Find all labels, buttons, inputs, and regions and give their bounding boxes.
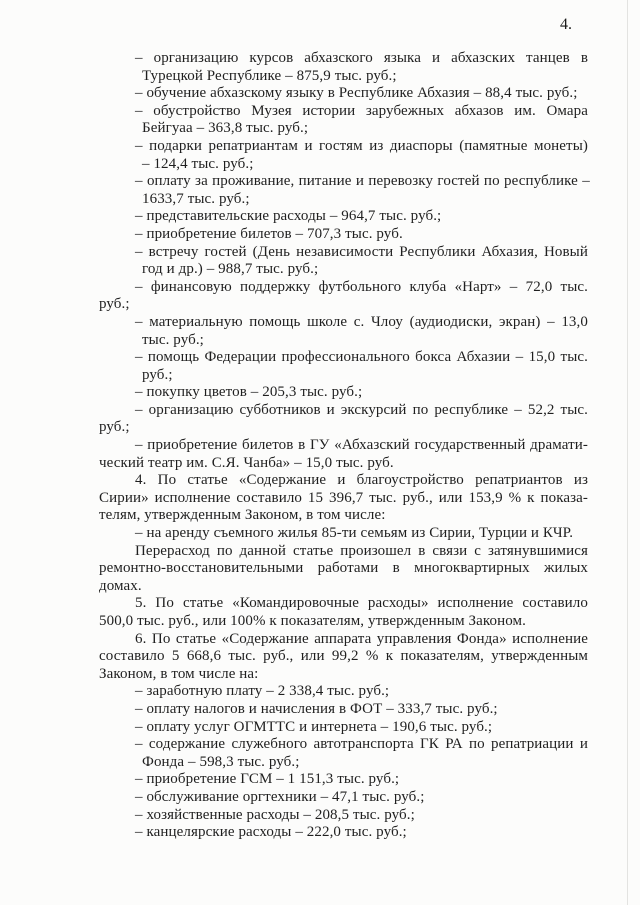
text-line: – приобретение билетов в ГУ «Абхазский государственный драмати- bbox=[135, 437, 588, 454]
text-line: – приобретение ГСМ – 1 151,3 тыс. руб.; bbox=[135, 771, 400, 788]
page-number: 4. bbox=[560, 16, 572, 33]
text-line: – покупку цветов – 205,3 тыс. руб.; bbox=[135, 384, 363, 401]
text-line: – помощь Федерации профессионального бокса Абхазии – 15,0 тыс. bbox=[135, 349, 588, 366]
text-line: Сирии» исполнение составило 15 396,7 тыс. руб., или 153,9 % к показа- bbox=[99, 489, 588, 506]
text-line: – оплату за проживание, питание и перевозку гостей по республике – bbox=[135, 173, 590, 190]
document-lines bbox=[99, 50, 588, 842]
text-line: – организацию субботников и экскурсий по республике – 52,2 тыс. bbox=[135, 401, 588, 418]
text-line: – оплату услуг ОГМТТС и интернета – 190,6 тыс. руб.; bbox=[135, 718, 493, 735]
text-line: – 124,4 тыс. руб.; bbox=[142, 155, 254, 172]
text-line: руб.; bbox=[99, 296, 130, 313]
text-line: – подарки репатриантам и гостям из диаспоры (памятные монеты) bbox=[135, 137, 588, 154]
text-line: Фонда – 598,3 тыс. руб.; bbox=[142, 753, 300, 770]
text-line: – содержание служебного автотранспорта ГК РА по репатриации и bbox=[135, 736, 588, 753]
text-line: – оплату налогов и начисления в ФОТ – 333,7 тыс. руб.; bbox=[135, 700, 498, 717]
text-line: – материальную помощь школе с. Члоу (аудиодиски, экран) – 13,0 bbox=[135, 313, 588, 330]
text-line: 4. По статье «Содержание и благоустройство репатриантов из bbox=[135, 472, 588, 489]
text-line: 5. По статье «Командировочные расходы» исполнение составило bbox=[135, 595, 588, 612]
scan-artifact-line bbox=[627, 0, 628, 905]
text-line: руб.; bbox=[99, 419, 130, 436]
text-line: – встречу гостей (День независимости Республики Абхазия, Новый bbox=[135, 243, 588, 260]
text-line: Законом, в том числе на: bbox=[99, 665, 259, 682]
text-line: тыс. руб.; bbox=[142, 331, 204, 348]
text-line: составило 5 668,6 тыс. руб., или 99,2 % к показателям, утвержденным bbox=[99, 648, 588, 665]
text-line: ческий театр им. С.Я. Чанба» – 15,0 тыс. руб. bbox=[99, 454, 394, 471]
text-line: телям, утвержденным Законом, в том числе: bbox=[99, 507, 386, 524]
text-line: Турецкой Республике – 875,9 тыс. руб.; bbox=[142, 67, 397, 84]
text-line: год и др.) – 988,7 тыс. руб.; bbox=[142, 261, 319, 278]
text-line: – обучение абхазскому языку в Республике Абхазия – 88,4 тыс. руб.; bbox=[135, 85, 578, 102]
text-line: ремонтно-восстановительными работами в многоквартирных жилых bbox=[99, 560, 588, 577]
text-line: – заработную плату – 2 338,4 тыс. руб.; bbox=[135, 683, 390, 700]
text-line: 500,0 тыс. руб., или 100% к показателям, утвержденным Законом. bbox=[99, 613, 526, 629]
text-line: – на аренду съемного жилья 85-ти семьям из Сирии, Турции и КЧР. bbox=[135, 525, 574, 542]
text-line: Бейгуаа – 363,8 тыс. руб.; bbox=[142, 120, 309, 137]
text-line: – организацию курсов абхазского языка и абхазских танцев в bbox=[135, 50, 588, 66]
text-line: – приобретение билетов – 707,3 тыс. руб. bbox=[135, 225, 403, 242]
text-line: 6. По статье «Содержание аппарата управления Фонда» исполнение bbox=[135, 630, 588, 647]
text-line: – обустройство Музея истории зарубежных абхазов им. Омара bbox=[135, 102, 588, 119]
text-line: домах. bbox=[99, 577, 142, 594]
text-line: руб.; bbox=[142, 366, 173, 383]
text-line: Перерасход по данной статье произошел в связи с затянувшимися bbox=[135, 542, 588, 559]
text-line: – хозяйственные расходы – 208,5 тыс. руб.; bbox=[135, 806, 415, 823]
document-body bbox=[99, 50, 588, 842]
text-line: 1633,7 тыс. руб.; bbox=[142, 190, 250, 207]
text-line: – финансовую поддержку футбольного клуба «Нарт» – 72,0 тыс. bbox=[135, 278, 588, 295]
text-line: – представительские расходы – 964,7 тыс. руб.; bbox=[135, 208, 442, 225]
text-line: – обслуживание оргтехники – 47,1 тыс. руб.; bbox=[135, 788, 425, 805]
text-line: – канцелярские расходы – 222,0 тыс. руб.; bbox=[135, 824, 407, 841]
